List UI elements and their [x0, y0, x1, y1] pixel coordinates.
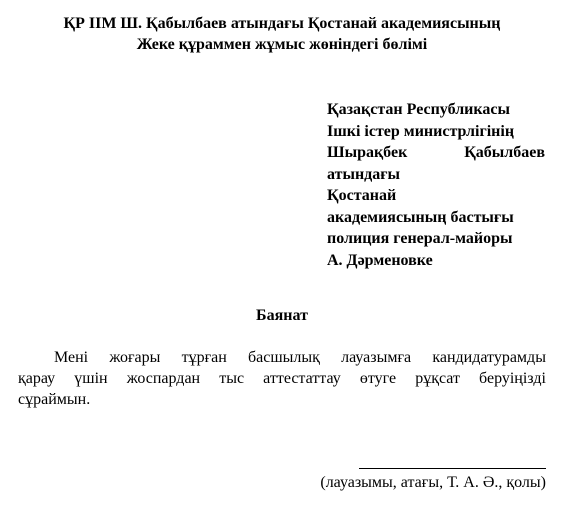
document-title: Баянат	[256, 307, 308, 324]
body-word: Мені	[54, 349, 89, 366]
body-word: лауазымға	[341, 349, 412, 366]
addressee-line-2: Ішкі істер министрлігінің	[327, 122, 515, 140]
addressee-line-3	[327, 142, 545, 164]
signature-caption: (лауазымы, атағы, Т. А. Ә., қолы)	[320, 474, 546, 491]
signature-line	[359, 468, 546, 469]
addressee-first-name: Шырақбек	[327, 144, 408, 161]
body-word: рұқсат	[415, 370, 460, 387]
body-word: үшін	[74, 370, 108, 387]
body-word: аттестаттау	[263, 370, 341, 387]
header-line-2: Жеке құраммен жұмыс жөніндегі бөлімі	[136, 36, 428, 53]
body-word: қарау	[18, 370, 56, 387]
addressee-surname: Қабылбаев	[464, 144, 545, 161]
body-word: беруіңізді	[479, 370, 546, 387]
addressee-line-5: Қостанай	[327, 187, 397, 204]
addressee-line-8: А. Дәрменовке	[327, 251, 433, 269]
body-word: тұрған	[181, 349, 227, 366]
document-body	[18, 347, 546, 410]
body-word: жоспардан	[126, 370, 201, 387]
body-line-2	[18, 368, 546, 389]
body-word: кандидатурамды	[432, 349, 546, 366]
body-word: жоғары	[109, 349, 161, 366]
body-line-3: сұраймын.	[18, 391, 91, 408]
body-line-1	[18, 347, 546, 368]
addressee-line-6: академиясының бастығы	[327, 208, 514, 226]
addressee-line-7: полиция генерал-майоры	[327, 230, 513, 247]
body-word: басшылық	[247, 349, 320, 366]
department-header	[0, 13, 564, 55]
addressee-block	[327, 99, 545, 271]
header-line-1: ҚР ІІМ Ш. Қабылбаев атындағы Қостанай академиясының	[63, 15, 501, 32]
addressee-line-4: атындағы	[327, 165, 401, 183]
addressee-line-1: Қазақстан Республикасы	[327, 101, 510, 118]
body-word: өтуге	[359, 370, 397, 387]
body-word: тыс	[219, 370, 245, 387]
